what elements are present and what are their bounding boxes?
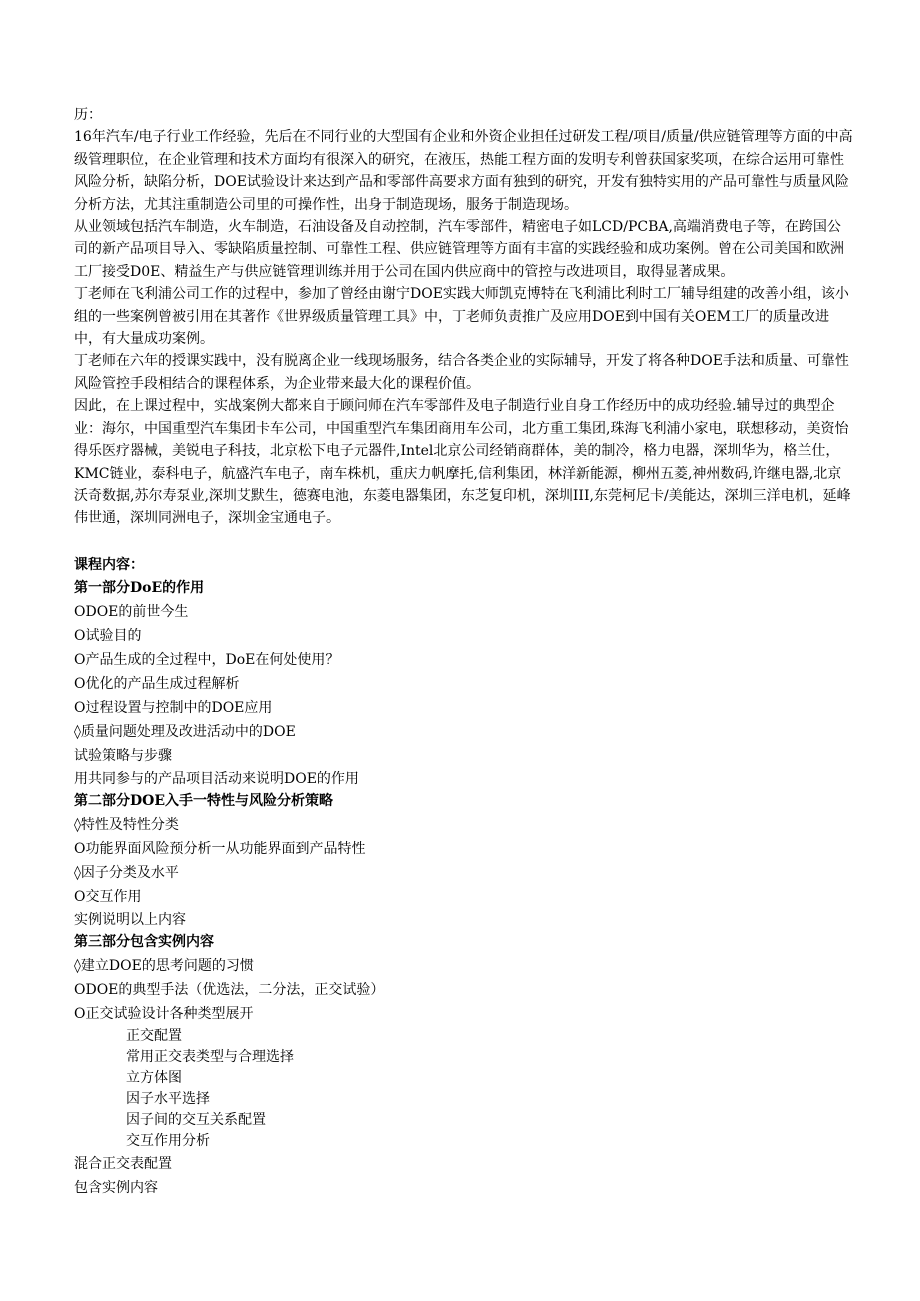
- sub-list-item: 常用正交表类型与合理选择: [126, 1048, 294, 1065]
- bio-paragraph-philips: 丁老师在飞利浦公司工作的过程中，参加了曾经由谢宁DOE实践大师凯克博特在飞利浦比利时工厂辅导组建的改善小组，该小组的一些案例曾被引用在其著作《世界级质量管理工具》中，丁老师负责推广及应用DOE到中国有关OEM工厂的质量改进中，有大量成功案例。: [74, 286, 849, 348]
- sub-list-item: 立方体图: [126, 1069, 182, 1086]
- sub-list-item: 交互作用分析: [126, 1132, 210, 1149]
- list-item: O正交试验设计各种类型展开: [74, 1005, 254, 1022]
- part1-title: 第一部分DoE的作用: [74, 579, 205, 596]
- list-item: O优化的产品生成过程解析: [74, 675, 240, 692]
- list-item: 试验策略与步骤: [74, 747, 172, 764]
- part3-title: 第三部分包含实例内容: [74, 933, 214, 950]
- list-item: 用共同参与的产品项目活动来说明DOE的作用: [74, 770, 359, 787]
- course-outline: [74, 554, 854, 1200]
- list-item: ◊因子分类及水平: [74, 864, 179, 881]
- sub-list-item: 正交配置: [126, 1027, 182, 1044]
- list-item: ◊质量问题处理及改进活动中的DOE: [74, 723, 296, 740]
- list-item: O交互作用: [74, 888, 142, 905]
- list-item: O产品生成的全过程中，DoE在何处使用？: [74, 651, 340, 668]
- list-item: 包含实例内容: [74, 1179, 158, 1196]
- list-item: O功能界面风险预分析一从功能界面到产品特性: [74, 840, 366, 857]
- document-page: [74, 104, 854, 1200]
- list-item: O试验目的: [74, 627, 142, 644]
- list-item: 混合正交表配置: [74, 1155, 172, 1172]
- sub-list-item: 因子水平选择: [126, 1090, 210, 1107]
- bio-paragraph-experience: 16年汽车/电子行业工作经验，先后在不同行业的大型国有企业和外资企业担任过研发工程/项目/质量/供应链管理等方面的中高级管理职位，在企业管理和技术方面均有很深入的研究，在液压，热能工程方面的发明专利曾获国家奖项，在综合运用可靠性风险分析，缺陷分析，DOE试验设计来达到产品和零部件高要求方面有独到的研究，开发有独特实用的产品可靠性与质量风险分析方法，尤其注重制造公司里的可操作性，出身于制造现场，服务于制造现场。: [74, 129, 853, 213]
- course-content-heading: 课程内容：: [74, 556, 144, 573]
- part2-title: 第二部分DOE入手一特性与风险分析策略: [74, 792, 334, 809]
- list-item: O过程设置与控制中的DOE应用: [74, 699, 273, 716]
- list-item: ◊建立DOE的思考问题的习惯: [74, 957, 254, 974]
- bio-paragraph-teaching: 丁老师在六年的授课实践中，没有脱离企业一线现场服务，结合各类企业的实际辅导，开发了将各种DOE手法和质量、可靠性风险管控手段相结合的课程体系，为企业带来最大化的课程价值。: [74, 353, 849, 392]
- list-item: ODOE的典型手法（优选法，二分法，正交试验）: [74, 981, 385, 998]
- instructor-bio: [74, 104, 854, 530]
- sub-list-item: 因子间的交互关系配置: [126, 1111, 266, 1128]
- list-item: ODOE的前世今生: [74, 603, 189, 620]
- bio-paragraph-fields: 从业领域包括汽车制造，火车制造，石油设备及自动控制，汽车零部件，精密电子如LCD/PCBA,高端消费电子等，在跨国公司的新产品项目导入、零缺陷质量控制、可靠性工程、供应链管理等方面有丰富的实践经验和成功案例。曾在公司美国和欧洲工厂接受D0E、精益生产与供应链管理训练并用于公司在国内供应商中的管控与改进项目，取得显著成果。: [74, 219, 844, 280]
- bio-paragraph-clients: 因此，在上课过程中，实战案例大都来自于顾问师在汽车零部件及电子制造行业自身工作经历中的成功经验.辅导过的典型企业：海尔，中国重型汽车集团卡车公司，中国重型汽车集团商用车公司，北方重工集团,珠海飞利浦小家电，联想移动，美资怡得乐医疗器械，美锐电子科技，北京松下电子元器件,Intel北京公司经销商群体，美的制冷，格力电器，深圳华为，格兰仕，KMC链业，泰科电子，航盛汽车电子，南车株机，重庆力帆摩托,信利集团，林洋新能源，柳州五菱,神州数码,许继电器,北京沃奇数据,苏尔寿泵业,深圳艾默生，德赛电池，东菱电器集团，东芝复印机，深圳III,东莞柯尼卡/美能达，深圳三洋电机，延峰伟世通，深圳同洲电子，深圳金宝通电子。: [74, 398, 851, 527]
- bio-label: 历：: [74, 107, 102, 123]
- section-gap: [74, 530, 854, 554]
- list-item: 实例说明以上内容: [74, 911, 186, 928]
- list-item: ◊特性及特性分类: [74, 816, 179, 833]
